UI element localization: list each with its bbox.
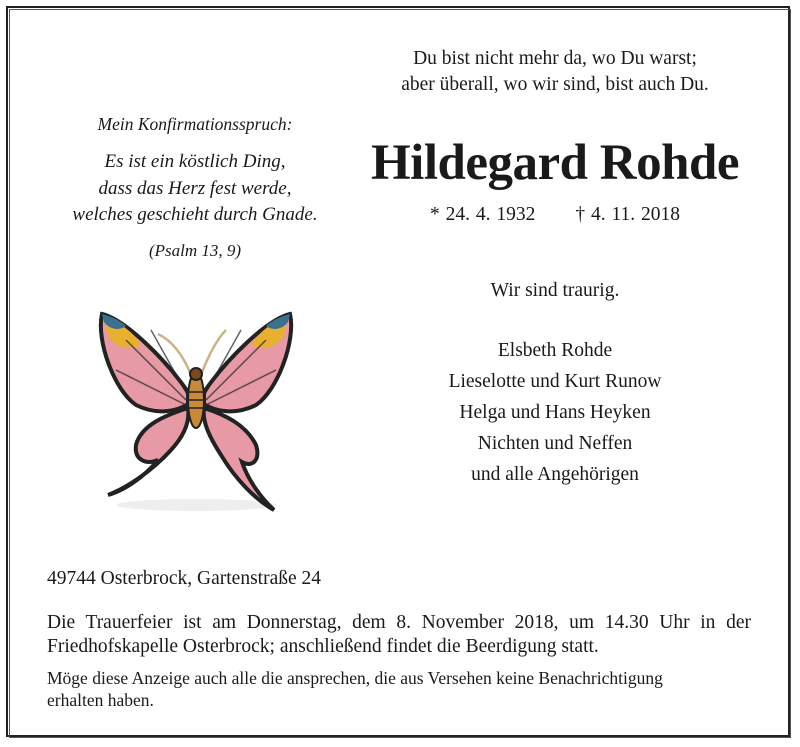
verse-line: welches geschieht durch Gnade. bbox=[72, 204, 318, 225]
mourners-list bbox=[345, 335, 765, 490]
mourner: Elsbeth Rohde bbox=[497, 340, 613, 361]
verse-line: dass das Herz fest werde, bbox=[98, 177, 292, 199]
ceremony-line-2: Friedhofskapelle Osterbrock; anschließend findet die Beerdigung statt. bbox=[47, 636, 599, 657]
quote-line-1: Du bist nicht mehr da, wo Du warst; bbox=[413, 48, 697, 69]
header-quote bbox=[345, 46, 765, 98]
ceremony-line-1: Die Trauerfeier ist am Donnerstag, dem 8. November 2018, um 14.30 Uhr in der bbox=[47, 612, 751, 633]
mourner: Lieselotte und Kurt Runow bbox=[448, 371, 662, 392]
note-line-2: erhalten haben. bbox=[47, 690, 154, 710]
deceased-name: Hildegard Rohde bbox=[371, 135, 739, 191]
notification-note bbox=[47, 667, 757, 711]
mourner: und alle Angehörigen bbox=[471, 464, 639, 485]
mourner: Helga und Hans Heyken bbox=[459, 402, 651, 423]
mourner: Nichten und Neffen bbox=[477, 433, 633, 454]
note-line-1: Möge diese Anzeige auch alle die ansprechen, die aus Versehen keine Benachrichtigung bbox=[47, 668, 663, 688]
verse-text bbox=[40, 149, 350, 229]
verse-line: Es ist ein köstlich Ding, bbox=[104, 151, 286, 172]
life-dates bbox=[345, 204, 765, 226]
butterfly-icon bbox=[96, 300, 296, 515]
verse-title: Mein Konfirmationsspruch: bbox=[97, 114, 293, 134]
verse-reference: (Psalm 13, 9) bbox=[148, 241, 242, 260]
quote-line-2: aber überall, wo wir sind, bist auch Du. bbox=[401, 74, 709, 95]
death-date: † 4. 11. 2018 bbox=[575, 204, 681, 225]
address: 49744 Osterbrock, Gartenstraße 24 bbox=[47, 568, 321, 589]
ceremony-info bbox=[47, 611, 751, 659]
sad-line: Wir sind traurig. bbox=[490, 280, 620, 301]
birth-date: * 24. 4. 1932 bbox=[429, 204, 536, 225]
